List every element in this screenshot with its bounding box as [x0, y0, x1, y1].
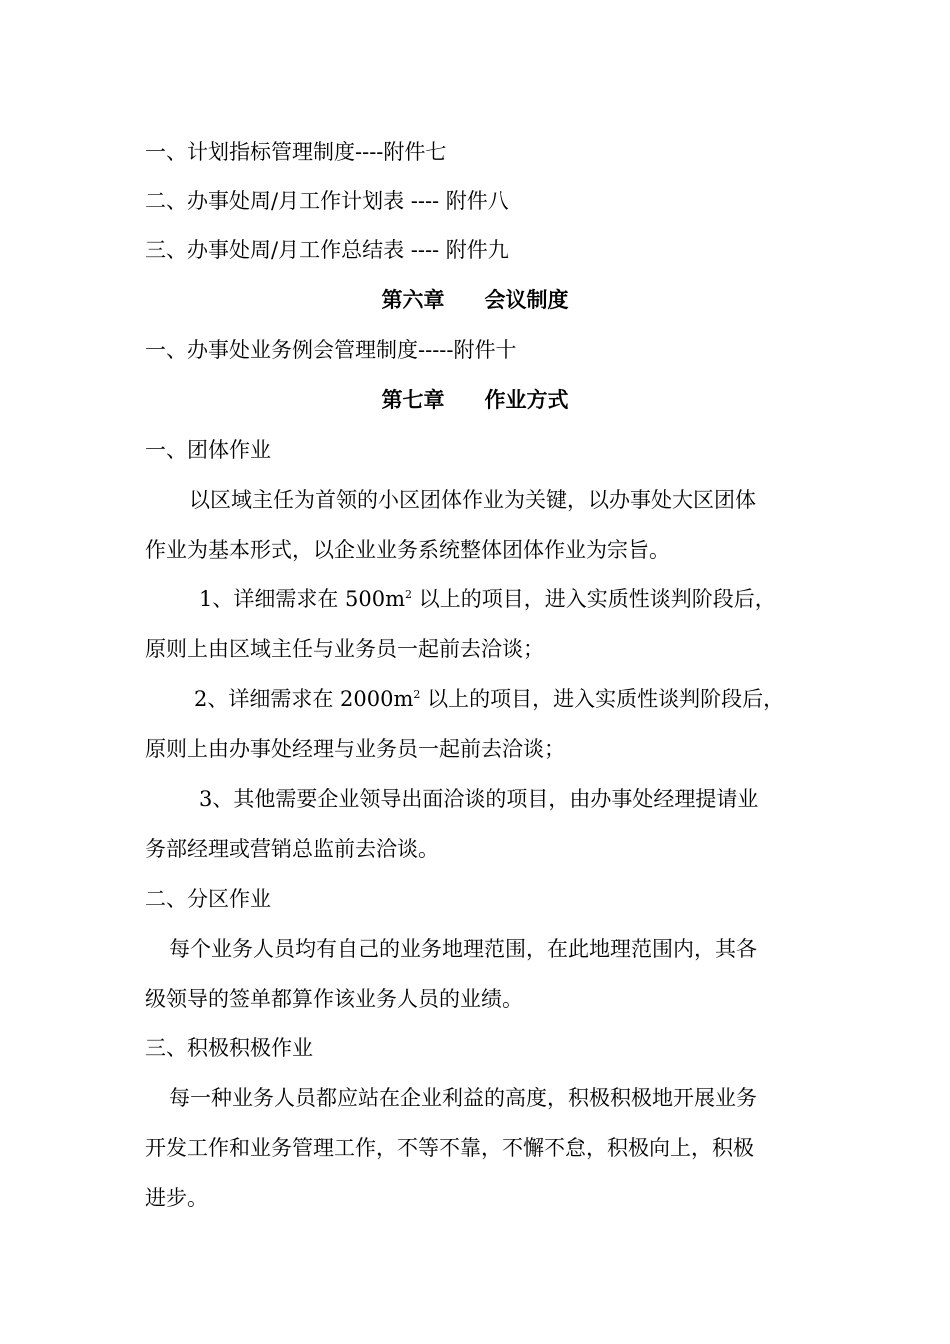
section-1-item-3-line-2: 务部经理或营销总监前去洽谈。: [145, 837, 439, 861]
chapter-7-number: 第七章: [381, 387, 445, 412]
section-1-item-3-line-1: 3、其他需要企业领导出面洽谈的项目，由办事处经理提请业: [199, 787, 759, 811]
chapter-6-number: 第六章: [381, 287, 445, 312]
section-1-item-1-line-2: 原则上由区域主任与业务员一起前去洽谈；: [145, 637, 544, 661]
section-3-heading: 三、积极积极作业: [145, 1036, 313, 1060]
item-2-text-a: 2、详细需求在 2000m: [194, 687, 414, 711]
item-2-superscript: 2: [413, 688, 421, 701]
section-1-item-2-line-1: [194, 684, 784, 714]
appendix-line-8: 二、办事处周/月工作计划表 ---- 附件八: [145, 189, 509, 213]
item-2-text-b: 以上的项目，进入实质性谈判阶段后，: [420, 687, 785, 711]
section-2-heading: 二、分区作业: [145, 887, 271, 911]
section-3-para-line-3: 进步。: [145, 1186, 208, 1210]
section-1-heading: 一、团体作业: [145, 438, 271, 462]
section-1-para-line-1: 以区域主任为首领的小区团体作业为关键，以办事处大区团体: [189, 488, 756, 512]
section-3-para-line-2: 开发工作和业务管理工作，不等不靠，不懈不怠，积极向上，积极: [145, 1136, 754, 1160]
chapter-7-heading: [0, 385, 950, 415]
item-1-text-a: 1、详细需求在 500m: [199, 587, 406, 611]
chapter-7-title: 作业方式: [484, 387, 569, 412]
section-2-para-line-1: 每个业务人员均有自己的业务地理范围，在此地理范围内，其各: [169, 937, 757, 961]
appendix-line-9: 三、办事处周/月工作总结表 ---- 附件九: [145, 238, 509, 262]
chapter-6-title: 会议制度: [484, 287, 569, 312]
item-1-text-b: 以上的项目，进入实质性谈判阶段后，: [412, 587, 776, 611]
section-3-para-line-1: 每一种业务人员都应站在企业利益的高度，积极积极地开展业务: [169, 1086, 757, 1110]
section-1-item-1-line-1: [199, 584, 776, 614]
section-1-para-line-2: 作业为基本形式，以企业业务系统整体团体作业为宗旨。: [145, 538, 670, 562]
section-2-para-line-2: 级领导的签单都算作该业务人员的业绩。: [145, 987, 523, 1011]
meeting-item-1: 一、办事处业务例会管理制度-----附件十: [145, 338, 517, 362]
item-1-superscript: 2: [405, 588, 413, 601]
appendix-line-7: 一、计划指标管理制度----附件七: [145, 140, 447, 164]
section-1-item-2-line-2: 原则上由办事处经理与业务员一起前去洽谈；: [145, 737, 565, 761]
chapter-6-heading: [0, 285, 950, 315]
